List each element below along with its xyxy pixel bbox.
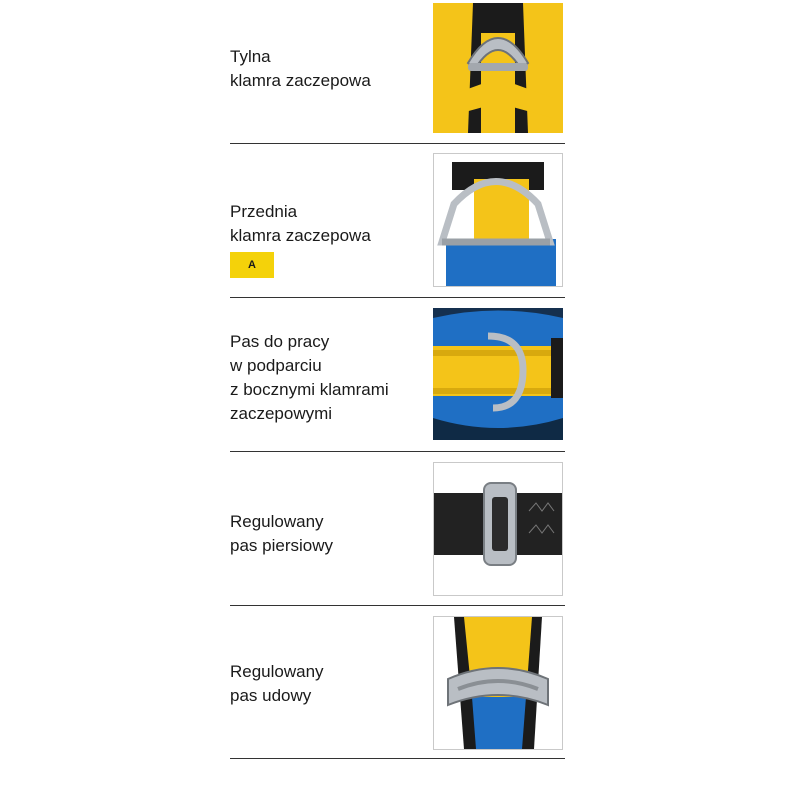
feature-label: [230, 200, 371, 278]
divider: [230, 297, 565, 298]
chest-strap-buckle-photo: [433, 462, 563, 596]
label-line: klamra zaczepowa: [230, 71, 371, 90]
feature-label: [230, 330, 389, 426]
leg-strap-buckle-photo: [433, 616, 563, 750]
feature-label: [230, 45, 371, 93]
label-line: klamra zaczepowa: [230, 226, 371, 245]
label-line: Tylna: [230, 47, 271, 66]
divider: [230, 758, 565, 759]
label-line: w podparciu: [230, 356, 322, 375]
front-d-ring-photo: [433, 153, 563, 287]
divider: [230, 451, 565, 452]
label-line: Pas do pracy: [230, 332, 330, 351]
label-line: zaczepowymi: [230, 404, 333, 423]
label-line: Przednia: [230, 202, 298, 221]
label-line: z bocznymi klamrami: [230, 380, 389, 399]
work-positioning-belt-photo: [433, 308, 563, 440]
class-a-badge: A: [230, 252, 274, 278]
label-line: Regulowany: [230, 512, 324, 531]
label-line: Regulowany: [230, 662, 324, 681]
feature-label: [230, 660, 324, 708]
divider: [230, 605, 565, 606]
divider: [230, 143, 565, 144]
back-d-ring-photo: [433, 3, 563, 133]
label-line: pas udowy: [230, 686, 312, 705]
label-line: pas piersiowy: [230, 536, 333, 555]
feature-label: [230, 510, 333, 558]
